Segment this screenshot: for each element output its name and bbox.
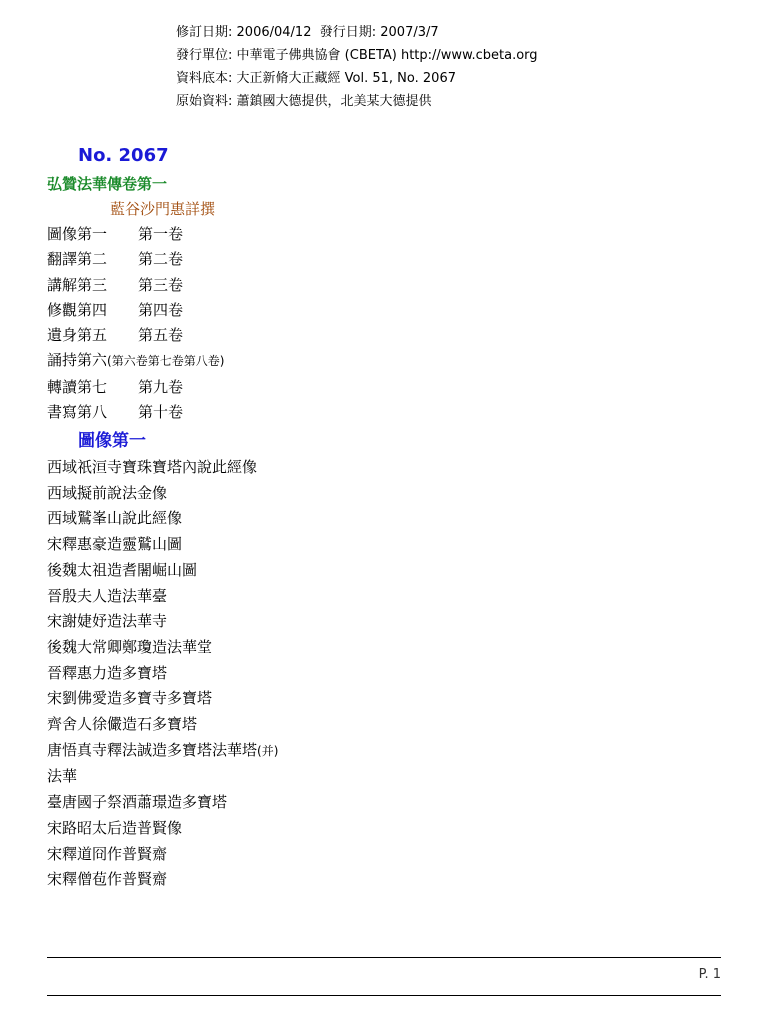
toc-chapter-title: 轉讀第七: [47, 377, 108, 396]
revision-date-value: 2006/04/12: [236, 25, 312, 40]
source-text-label: 資料底本:: [176, 71, 233, 86]
entry-text: 晉殷夫人造法華臺: [47, 586, 168, 605]
list-item: [47, 584, 278, 610]
toc-chapter-title: 翻譯第二: [47, 250, 108, 269]
original-data-value: 蕭鎮國大德提供，北美某大德提供: [236, 94, 432, 109]
author-line: 藍谷沙門惠詳撰: [110, 200, 216, 218]
revision-date-line: [176, 21, 538, 44]
toc-volume: 第四卷: [138, 300, 184, 319]
original-data-label: 原始資料:: [176, 94, 233, 109]
entry-text: 晉釋惠力造多寶塔: [47, 663, 168, 682]
original-data-line: [176, 90, 538, 113]
release-date-value: 2007/3/7: [380, 25, 439, 40]
source-text-line: [176, 67, 538, 90]
entry-list: [47, 455, 278, 893]
entry-text: 唐悟真寺釋法誠造多寶塔法華塔: [47, 740, 258, 759]
toc-volume: 第一卷: [138, 225, 184, 243]
entry-text: 宋釋僧苞作普賢齋: [47, 870, 168, 889]
publisher-line: [176, 44, 538, 67]
entry-text: 臺唐國子祭酒蕭璟造多寶塔: [47, 793, 228, 812]
toc-row: [47, 298, 224, 323]
entry-text: 宋謝婕妤造法華寺: [47, 612, 168, 631]
list-item: [47, 790, 278, 816]
toc-volume: 第五卷: [138, 326, 184, 345]
list-item: [47, 738, 278, 765]
list-item: [47, 867, 278, 893]
toc-row: [47, 400, 224, 425]
toc-volume: 第二卷: [138, 250, 184, 269]
toc-chapter-title: 書寫第八: [47, 403, 108, 422]
toc-chapter-title: 修觀第四: [47, 300, 108, 319]
list-item: [47, 481, 278, 507]
toc-volume: 第三卷: [138, 275, 184, 294]
list-item: [47, 635, 278, 661]
toc-chapter-title: 圖像第一: [47, 225, 108, 243]
list-item: [47, 532, 278, 558]
toc-volume: 第十卷: [138, 403, 184, 422]
toc-row: [47, 348, 224, 374]
list-item: [47, 506, 278, 532]
toc-chapter-title: 遺身第五: [47, 326, 108, 345]
footer-divider-bottom: [47, 995, 721, 996]
toc-row: [47, 375, 224, 400]
toc-chapter-title: 誦持第六: [47, 351, 108, 370]
scroll-title: 弘贊法華傳卷第一: [47, 175, 168, 193]
list-item: [47, 609, 278, 635]
entry-text: 法華: [47, 767, 78, 786]
list-item: [47, 686, 278, 712]
entry-text: 宋劉佛愛造多寶寺多寶塔: [47, 689, 213, 708]
publisher-label: 發行單位:: [176, 48, 233, 63]
release-date-label: 發行日期:: [319, 25, 377, 40]
publisher-value: 中華電子佛典協會 (CBETA) http://www.cbeta.org: [236, 48, 538, 63]
document-number: No. 2067: [78, 145, 169, 166]
entry-text: 宋釋道冏作普賢齋: [47, 844, 168, 863]
toc-row: [47, 247, 224, 272]
toc-row: [47, 273, 224, 298]
entry-text: 宋釋惠豪造靈鷲山圖: [47, 535, 183, 554]
toc-volume: (第六卷第七卷第八卷): [107, 354, 225, 369]
entry-text: 西域鷲峯山說此經像: [47, 509, 183, 528]
section-heading: 圖像第一: [78, 431, 146, 451]
metadata-block: [176, 21, 538, 113]
entry-text: 宋路昭太后造普賢像: [47, 818, 183, 837]
list-item: [47, 712, 278, 738]
revision-date-label: 修訂日期:: [176, 25, 233, 40]
table-of-contents: [47, 222, 224, 425]
toc-volume: 第九卷: [138, 377, 184, 396]
toc-row: [47, 323, 224, 348]
source-text-value: 大正新脩大正藏經 Vol. 51, No. 2067: [236, 71, 456, 86]
list-item: [47, 558, 278, 584]
list-item: [47, 816, 278, 842]
list-item: [47, 661, 278, 687]
page-number: P. 1: [698, 967, 721, 982]
entry-text: 西域祇洹寺寶珠寶塔內說此經像: [47, 458, 258, 476]
list-item: [47, 455, 278, 481]
list-item: [47, 842, 278, 868]
list-item: [47, 764, 278, 790]
entry-note: (并): [257, 743, 279, 758]
footer-divider-top: [47, 957, 721, 958]
entry-text: 西域擬前說法金像: [47, 483, 168, 502]
toc-chapter-title: 講解第三: [47, 275, 108, 294]
entry-text: 後魏太祖造耆闍崛山圖: [47, 560, 198, 579]
entry-text: 後魏大常卿鄭瓊造法華堂: [47, 637, 213, 656]
toc-row: [47, 222, 224, 247]
entry-text: 齊舍人徐儼造石多寶塔: [47, 715, 198, 734]
